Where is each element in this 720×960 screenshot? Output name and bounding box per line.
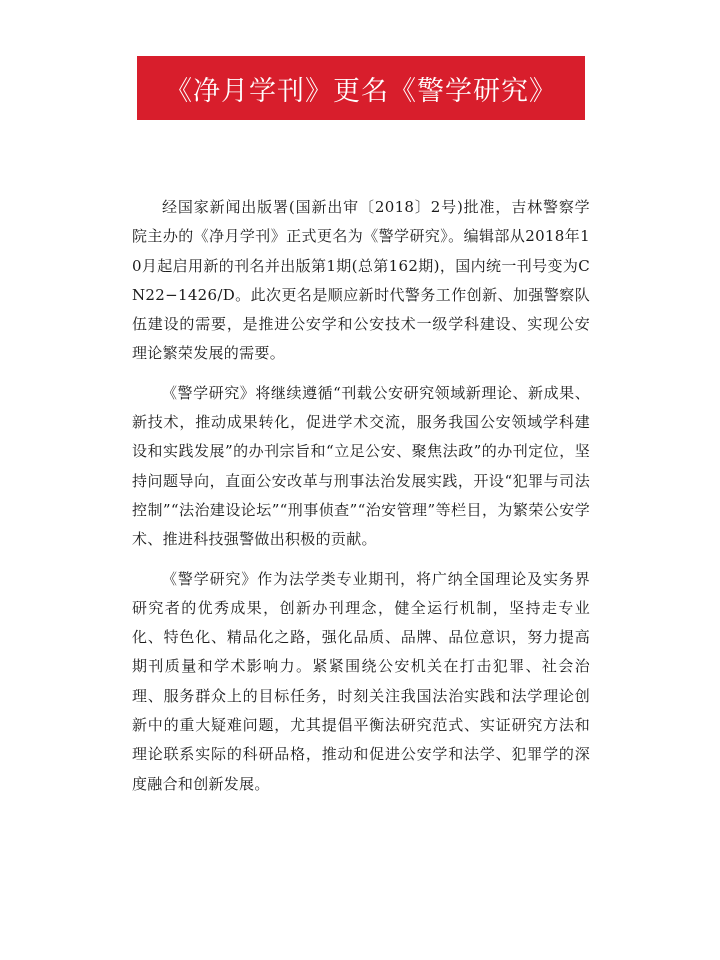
paragraph-1: 经国家新闻出版署(国新出审〔2018〕2号)批准，吉林警察学院主办的《净月学刊》正式更名为《警学研究》。编辑部从2018年10月起启用新的刊名并出版第1期(总第162期)，国内统一刊号变为CN22−1426/D。此次更名是顺应新时代警务工作创新、加强警察队伍建设的需要，是推进公安学和公安技术一级学科建设、实现公安理论繁荣发展的需要。 xyxy=(132,198,590,363)
page-title: 《净月学刊》更名《警学研究》 xyxy=(165,75,557,107)
paragraph-3: 《警学研究》作为法学类专业期刊，将广纳全国理论及实务界研究者的优秀成果，创新办刊理念，健全运行机制，坚持走专业化、特色化、精品化之路，强化品质、品牌、品位意识，努力提高期刊质量和学术影响力。紧紧围绕公安机关在打击犯罪、社会治理、服务群众上的目标任务，时刻关注我国法治实践和法学理论创新中的重大疑难问题，尤其提倡平衡法研究范式、实证研究方法和理论联系实际的科研品格，推动和促进公安学和法学、犯罪学的深度融合和创新发展。 xyxy=(132,569,590,793)
title-banner xyxy=(137,56,585,120)
paragraph-2: 《警学研究》将继续遵循“刊载公安研究领域新理论、新成果、新技术，推动成果转化，促进学术交流，服务我国公安领域学科建设和实践发展”的办刊宗旨和“立足公安、聚焦法政”的办刊定位，坚持问题导向，直面公安改革与刑事法治发展实践，开设“犯罪与司法控制”“法治建设论坛”“刑事侦查”“治安管理”等栏目，为繁荣公安学术、推进科技强警做出积极的贡献。 xyxy=(132,383,590,549)
article-body xyxy=(132,193,590,809)
